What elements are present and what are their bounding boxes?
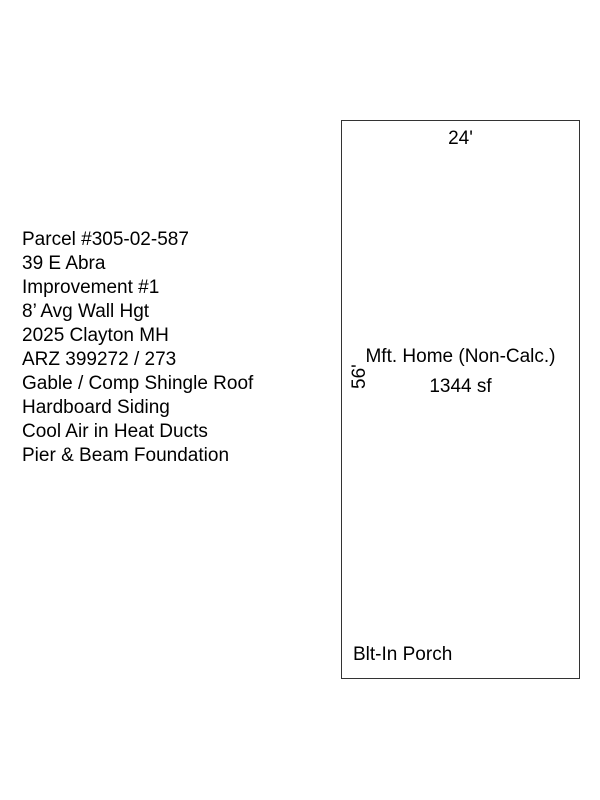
floor-plan-outline — [341, 120, 580, 679]
area-value: 1344 sf — [429, 376, 492, 397]
area-label — [342, 342, 579, 402]
property-info-block — [22, 228, 322, 468]
foundation-type: Pier & Beam Foundation — [22, 445, 230, 466]
address: 39 E Abra — [22, 253, 106, 274]
area-name: Mft. Home (Non-Calc.) — [365, 346, 556, 367]
width-dimension-label: 24' — [448, 128, 473, 149]
parcel-number: Parcel #305-02-587 — [22, 229, 189, 250]
siding-type: Hardboard Siding — [22, 397, 170, 418]
home-model: 2025 Clayton MH — [22, 325, 169, 346]
serial-numbers: ARZ 399272 / 273 — [22, 349, 177, 370]
wall-height: 8’ Avg Wall Hgt — [22, 301, 150, 322]
roof-type: Gable / Comp Shingle Roof — [22, 373, 254, 394]
cooling-type: Cool Air in Heat Ducts — [22, 421, 208, 442]
improvement-number: Improvement #1 — [22, 277, 160, 298]
porch-label: Blt-In Porch — [353, 644, 453, 665]
length-dimension-label: 56' — [349, 364, 370, 389]
